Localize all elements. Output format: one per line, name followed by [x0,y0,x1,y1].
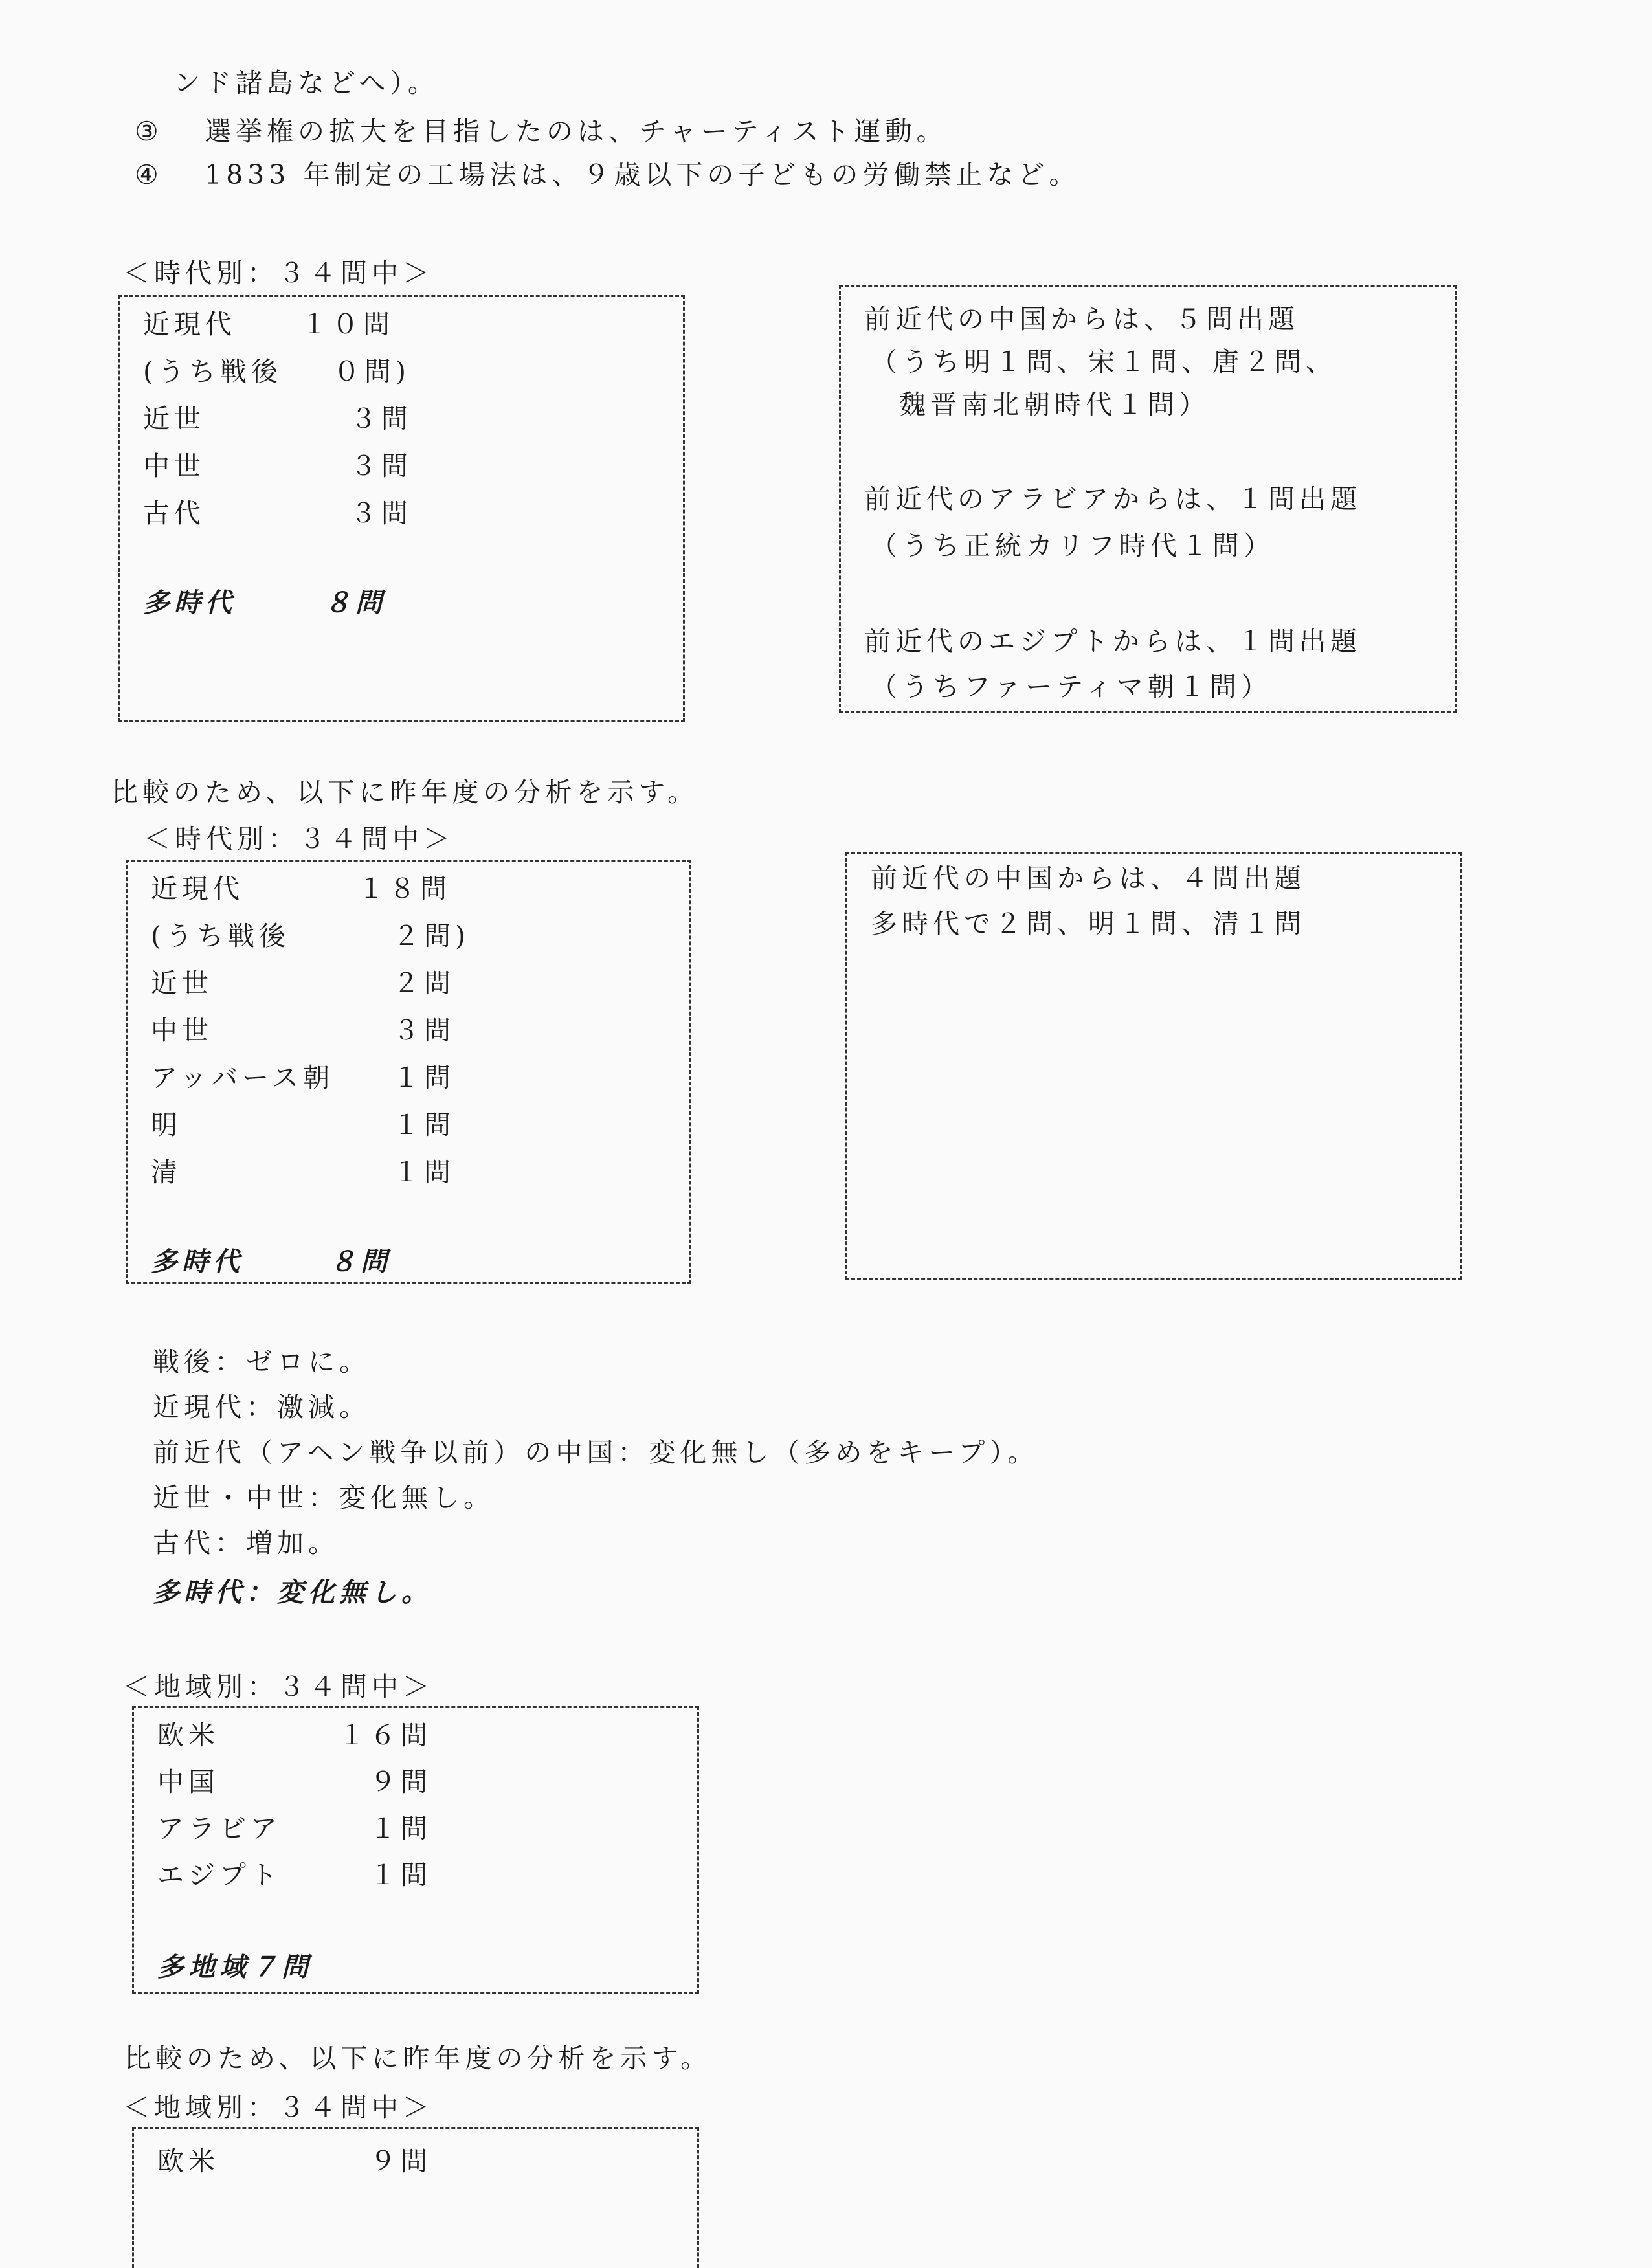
row-label: 古代 [143,498,205,529]
region-prev-heading: ＜地域別：３４問中＞ [123,2092,434,2123]
era-prev-heading: ＜時代別：３４問中＞ [144,823,454,854]
premodern-line: 前近代の中国からは、４問出題 [871,863,1306,894]
row-label: 欧米 [157,1720,219,1751]
row-value: ０問) [333,356,410,387]
premodern-line: 魏晋南北朝時代１問） [899,389,1210,420]
premodern-line: 多時代で２問、明１問、清１問 [871,908,1306,939]
row-value: １８問 [358,873,451,904]
region-current-heading: ＜地域別：３４問中＞ [123,1671,434,1702]
multi-era-label: 多時代 [151,1246,244,1277]
premodern-line: （うち正統カリフ時代１問） [871,530,1275,561]
summary-line: 古代：増加。 [153,1528,339,1559]
row-value: １問 [393,1157,455,1188]
row-value: １問 [370,1813,432,1844]
row-value: １６問 [339,1720,432,1751]
era-current-heading: ＜時代別：３４問中＞ [123,258,434,289]
row-value: １０問 [301,309,394,340]
row-label: 中世 [143,450,205,482]
row-label: (うち戦後 [151,920,290,951]
row-label: アラビア [157,1813,282,1844]
row-label: (うち戦後 [143,356,282,387]
row-label: 近世 [151,968,213,999]
compare-note-2: 比較のため、以下に昨年度の分析を示す。 [124,2043,712,2074]
era-prev-box [126,860,691,1284]
row-value: ３問 [350,498,412,529]
row-value: ３問 [350,403,412,434]
premodern-current-box [839,285,1457,713]
row-value: １問 [370,1860,432,1891]
premodern-prev-box [845,852,1462,1280]
premodern-line: 前近代のエジプトからは、１問出題 [864,626,1361,657]
row-label: 清 [151,1157,182,1188]
intro-item-4: 1833 年制定の工場法は、９歳以下の子どもの労働禁止など。 [205,159,1080,190]
summary-line: 多時代：変化無し。 [153,1577,432,1608]
region-current-box [132,1706,699,1994]
region-prev-box [132,2127,699,2268]
row-label: 中世 [151,1015,213,1046]
intro-line-0: ンド諸島などへ）。 [173,67,439,98]
row-value: １問 [393,1109,455,1140]
row-label: エジプト [157,1860,282,1891]
row-value: ２問 [393,968,455,999]
row-label: 近現代 [151,873,244,904]
row-value: ２問) [393,920,470,951]
multi-region-label: 多地域７問 [157,1951,313,1983]
item-marker-4: ④ [135,159,163,190]
premodern-line: （うち明１問、宋１問、唐２問、 [871,346,1337,377]
row-value: １問 [393,1062,455,1093]
row-value: ９問 [370,1766,432,1797]
row-label: 近現代 [143,309,236,340]
multi-era-value: ８問 [324,587,386,618]
summary-line: 前近代（アヘン戦争以前）の中国：変化無し（多めをキープ）。 [153,1437,1039,1468]
row-value: ３問 [350,450,412,482]
intro-item-3: 選挙権の拡大を目指したのは、チャーティスト運動。 [205,116,948,147]
row-label: 明 [151,1109,182,1140]
multi-era-label: 多時代 [143,587,236,618]
premodern-line: 前近代のアラビアからは、１問出題 [864,484,1361,515]
summary-line: 近現代：激減。 [153,1392,370,1423]
row-label: アッバース朝 [151,1062,335,1093]
row-label: 近世 [143,403,205,434]
row-label: 中国 [157,1766,219,1797]
premodern-line: （うちファーティマ朝１問） [871,671,1272,702]
premodern-line: 前近代の中国からは、５問出題 [864,304,1299,335]
row-label: 欧米 [157,2146,219,2177]
summary-line: 戦後：ゼロに。 [153,1346,370,1377]
item-marker-3: ③ [135,116,163,147]
summary-line: 近世・中世：変化無し。 [153,1482,495,1513]
row-value: ９問 [370,2146,432,2177]
multi-era-value: ８問 [329,1246,392,1277]
row-value: ３問 [393,1015,455,1046]
compare-note-1: 比較のため、以下に昨年度の分析を示す。 [111,777,699,808]
era-current-box [118,295,685,722]
